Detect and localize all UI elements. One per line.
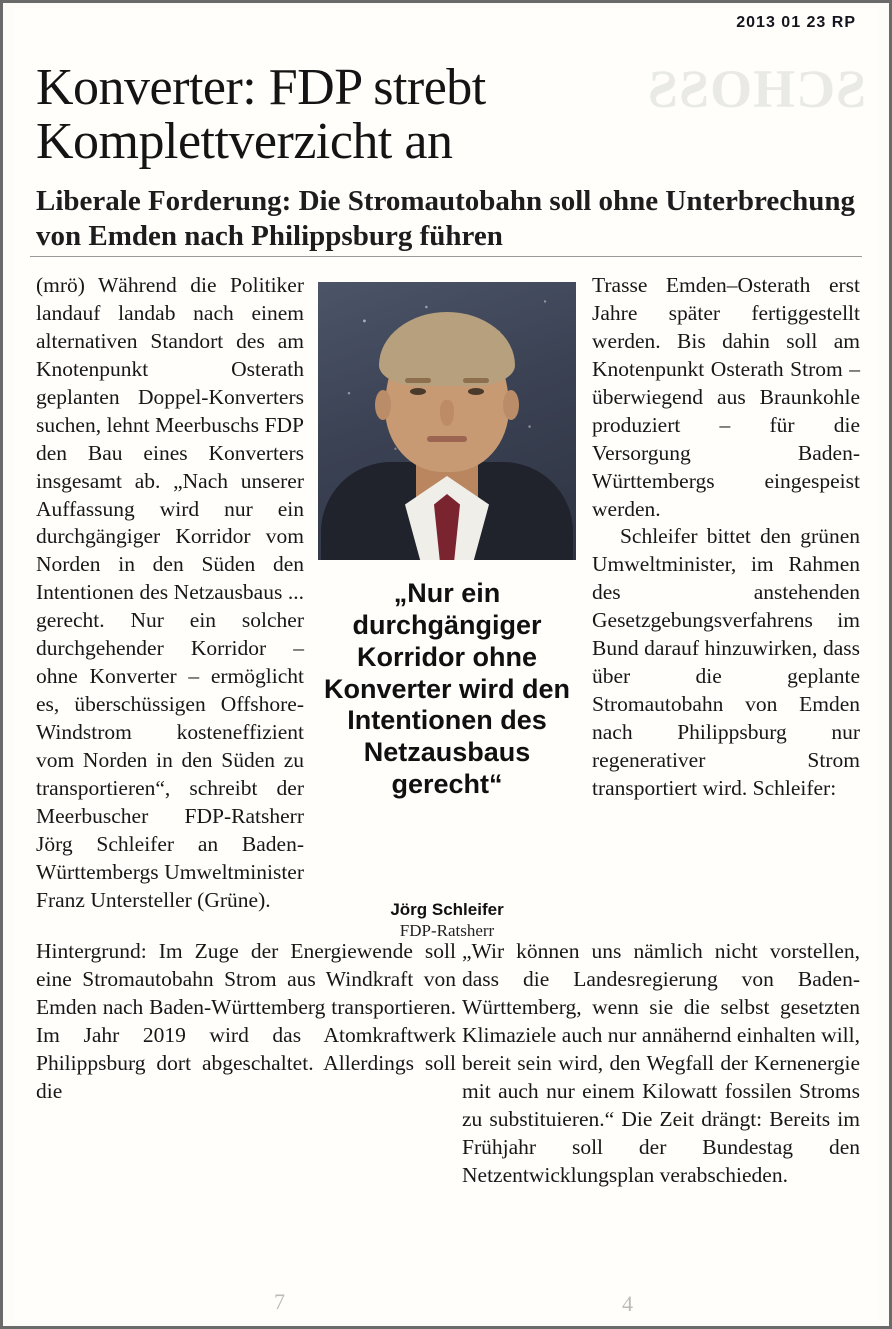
header-divider-rule [30, 256, 862, 257]
photo-nose [440, 400, 454, 426]
body-paragraph: „Wir können uns nämlich nicht vorstellen, dass die Landesregierung von Baden-Württemberg, wenn sie die selbst gesetzten Klimaziele auch nur annähernd einhalten will, bereit sein wird, den Wegfall der Kernenergie mit auch nur einem Kilowatt fossilen Stroms zu substituieren.“ Die Zeit drängt: Bereits im Frühjahr soll der Bundestag den Netzentwicklungsplan verabschieden. [462, 939, 860, 1187]
date-stamp: 2013 01 23 RP [736, 14, 856, 31]
photo-eye-left [410, 388, 426, 395]
body-column-right [592, 272, 860, 803]
article-headline: Konverter: FDP strebt Komplettverzicht an [36, 58, 486, 170]
photo-caption-role: FDP-Ratsherr [399, 921, 495, 940]
scan-artifact-left: 7 [274, 1289, 285, 1314]
body-paragraph: Trasse Emden–Osterath erst Jahre später fertiggestellt werden. Bis dahin soll am Knotenpunkt Osterath Strom – überwiegend aus Braunkohle produziert – für die Versorgung Baden-Württembergs eingespeist werden. [592, 273, 860, 521]
photo-eyebrow-left [405, 378, 431, 383]
body-column-left [36, 272, 304, 915]
body-paragraph: (mrö) Während die Politiker landauf landab nach einem alternativen Standort des am Knotenpunkt Osterath geplanten Doppel-Konverters suchen, lehnt Meerbuschs FDP den Bau eines Konverters insgesamt ab. „Nach unserer Auffassung wird nur ein durchgängiger Korridor vom Norden in den Süden den Intentionen des Netzausbaus ... gerecht. Nur ein solcher durchgehender Korridor – ohne Konverter – ermöglicht es, überschüssigen Offshore-Windstrom kosteneffizient vom Norden in den Süden zu transportieren“, schreibt der Meerbuscher FDP-Ratsherr Jörg Schleifer an Baden-Württembergs Umweltminister Franz Untersteller (Grüne). [36, 273, 304, 912]
article-subheadline: Liberale Forderung: Die Stromautobahn soll ohne Unterbrechung von Emden nach Philippsburg führen [36, 185, 856, 253]
body-column-left-wide [36, 938, 456, 1106]
pull-quote: „Nur ein durchgängiger Korridor ohne Konverter wird den Intentionen des Netzausbaus gerecht“ [323, 578, 571, 800]
photo-ear-right [503, 390, 519, 420]
portrait-photo-image [318, 282, 576, 560]
body-paragraph: Hintergrund: Im Zuge der Energiewende soll eine Stromautobahn Strom aus Windkraft von Emden nach Baden-Württemberg transportieren. Im Jahr 2019 wird das Atomkraftwerk Philippsburg dort abgeschaltet. Allerdings soll die [36, 939, 456, 1103]
body-column-bottom-right [462, 938, 860, 1189]
photo-caption-name: Jörg Schleifer [390, 900, 504, 919]
photo-eyebrow-right [463, 378, 489, 383]
portrait-photo [318, 282, 576, 560]
photo-mouth [427, 436, 467, 442]
photo-eye-right [468, 388, 484, 395]
scan-artifact-right: 4 [622, 1291, 633, 1316]
bleed-through-ghost-text: SCHOSS [646, 59, 866, 119]
body-paragraph: Schleifer bittet den grünen Umweltminister, im Rahmen des anstehenden Gesetzgebungsverfahrens im Bund darauf hinzuwirken, dass über die geplante Stromautobahn von Emden nach Philippsburg nur regenerativer Strom transportiert wird. Schleifer: [592, 524, 860, 800]
photo-ear-left [375, 390, 391, 420]
